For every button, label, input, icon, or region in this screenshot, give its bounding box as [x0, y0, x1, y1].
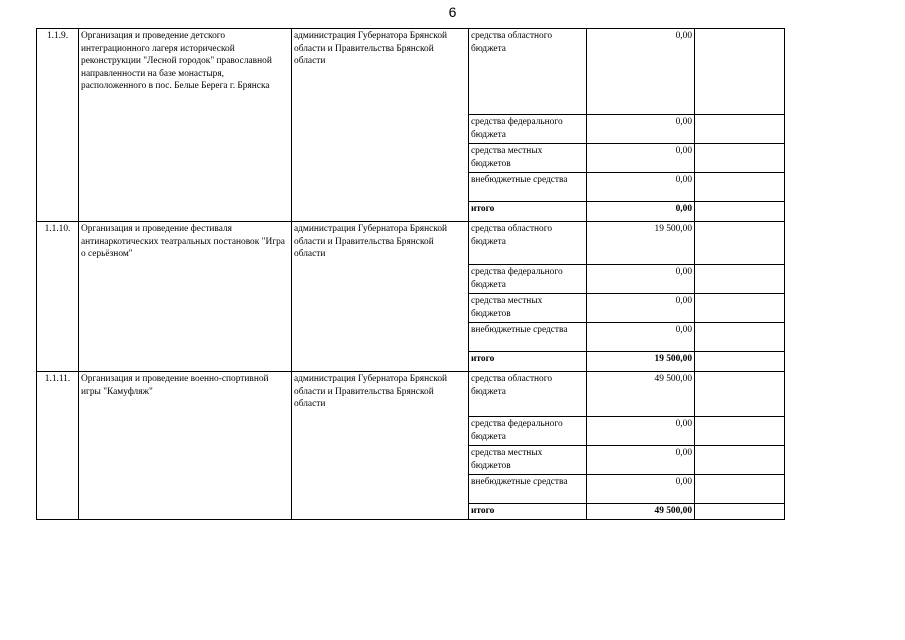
funding-row — [37, 29, 785, 115]
funding-amount: 0,00 — [587, 202, 695, 222]
funding-source: внебюджетные средства — [469, 173, 587, 202]
funding-row — [37, 372, 785, 417]
funding-table — [36, 28, 785, 520]
item-number: 1.1.10. — [37, 222, 79, 372]
empty-cell — [695, 29, 785, 115]
page-number: 6 — [448, 4, 457, 20]
empty-cell — [695, 446, 785, 475]
empty-cell — [695, 352, 785, 372]
funding-source: средства местных бюджетов — [469, 446, 587, 475]
funding-amount: 0,00 — [587, 265, 695, 294]
item-executor: администрация Губернатора Брянской области и Правительства Брянской области — [292, 29, 469, 222]
empty-cell — [695, 222, 785, 265]
funding-source: средства местных бюджетов — [469, 144, 587, 173]
funding-amount: 0,00 — [587, 115, 695, 144]
item-executor: администрация Губернатора Брянской области и Правительства Брянской области — [292, 372, 469, 520]
funding-source: итого — [469, 352, 587, 372]
item-number: 1.1.9. — [37, 29, 79, 222]
funding-source: средства областного бюджета — [469, 29, 587, 115]
funding-row — [37, 222, 785, 265]
item-title: Организация и проведение военно-спортивной игры "Камуфляж" — [79, 372, 292, 520]
funding-amount: 19 500,00 — [587, 222, 695, 265]
funding-amount: 0,00 — [587, 323, 695, 352]
funding-source: средства федерального бюджета — [469, 115, 587, 144]
funding-source: внебюджетные средства — [469, 475, 587, 504]
empty-cell — [695, 475, 785, 504]
empty-cell — [695, 173, 785, 202]
funding-source: итого — [469, 504, 587, 520]
funding-source: средства местных бюджетов — [469, 294, 587, 323]
empty-cell — [695, 372, 785, 417]
funding-source: средства областного бюджета — [469, 372, 587, 417]
funding-amount: 49 500,00 — [587, 372, 695, 417]
funding-source: средства областного бюджета — [469, 222, 587, 265]
funding-amount: 0,00 — [587, 144, 695, 173]
funding-amount: 0,00 — [587, 475, 695, 504]
funding-source: средства федерального бюджета — [469, 265, 587, 294]
funding-amount: 0,00 — [587, 29, 695, 115]
empty-cell — [695, 144, 785, 173]
funding-amount: 19 500,00 — [587, 352, 695, 372]
empty-cell — [695, 294, 785, 323]
item-title: Организация и проведение детского интеграционного лагеря исторической реконструкции "Лесной городок" православной направленности на базе монастыря, расположенного в пос. Белые Берега г. Брянска — [79, 29, 292, 222]
funding-amount: 49 500,00 — [587, 504, 695, 520]
funding-source: средства федерального бюджета — [469, 417, 587, 446]
empty-cell — [695, 504, 785, 520]
funding-amount: 0,00 — [587, 417, 695, 446]
item-title: Организация и проведение фестиваля антинаркотических театральных постановок "Игра о серьёзном" — [79, 222, 292, 372]
item-number: 1.1.11. — [37, 372, 79, 520]
item-executor: администрация Губернатора Брянской области и Правительства Брянской области — [292, 222, 469, 372]
empty-cell — [695, 265, 785, 294]
funding-amount: 0,00 — [587, 173, 695, 202]
empty-cell — [695, 202, 785, 222]
funding-amount: 0,00 — [587, 446, 695, 475]
empty-cell — [695, 115, 785, 144]
funding-amount: 0,00 — [587, 294, 695, 323]
empty-cell — [695, 417, 785, 446]
empty-cell — [695, 323, 785, 352]
funding-source: итого — [469, 202, 587, 222]
funding-source: внебюджетные средства — [469, 323, 587, 352]
